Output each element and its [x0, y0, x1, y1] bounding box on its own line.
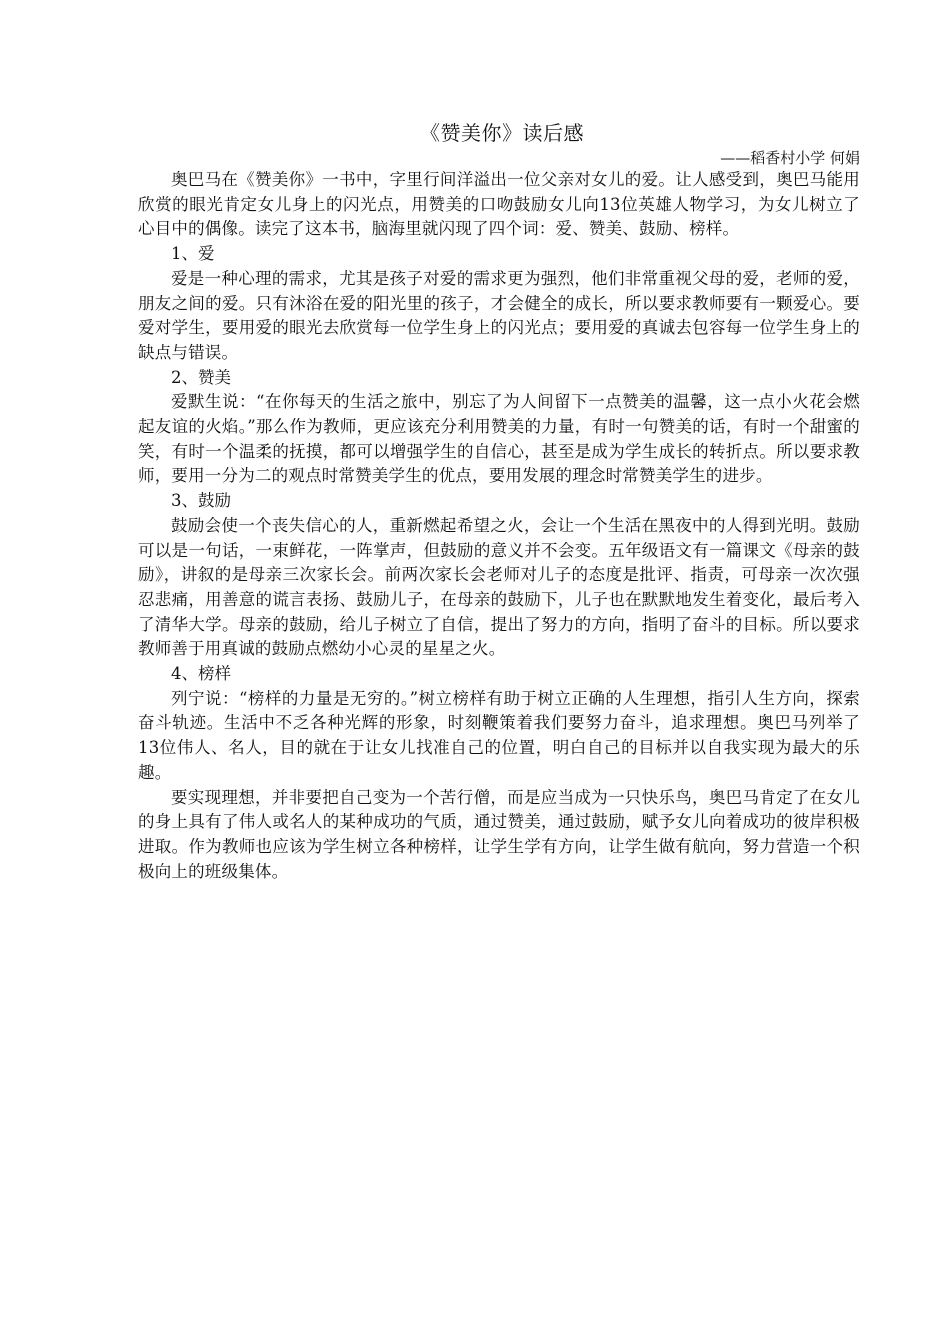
section-heading-praise: 2、赞美: [171, 367, 231, 387]
section-heading-encourage: 3、鼓励: [171, 491, 231, 511]
section-body-love: 爱是一种心理的需求，尤其是孩子对爱的需求更为强烈，他们非常重视父母的爱，老师的爱，朋友之间的爱。只有沐浴在爱的阳光里的孩子，才会健全的成长，所以要求教师要有一颗爱心。要爱对学生，要用爱的眼光去欣赏每一位学生身上的闪光点；要用爱的真诚去包容每一位学生身上的缺点与错误。: [138, 268, 860, 362]
author-line: ——稻香村小学 何娟: [720, 149, 860, 167]
intro-paragraph: 奥巴马在《赞美你》一书中，字里行间洋溢出一位父亲对女儿的爱。让人感受到，奥巴马能用欣赏的眼光肯定女儿身上的闪光点，用赞美的口吻鼓励女儿向13位英雄人物学习，为女儿树立了心目中的偶像。读完了这本书，脑海里就闪现了四个词：爱、赞美、鼓励、榜样。: [138, 170, 860, 239]
document-page: [138, 118, 860, 884]
section-body-role-model: 列宁说：“榜样的力量是无穷的。”树立榜样有助于树立正确的人生理想，指引人生方向，探索奋斗轨迹。生活中不乏各种光辉的形象，时刻鞭策着我们要努力奋斗，追求理想。奥巴马列举了13位伟人、名人，目的就在于让女儿找准自己的位置，明白自己的目标并以自我实现为最大的乐趣。: [138, 688, 860, 782]
document-title: 《赞美你》读后感: [420, 121, 584, 145]
conclusion-paragraph: 要实现理想，并非要把自己变为一个苦行僧，而是应当成为一只快乐鸟，奥巴马肯定了在女儿的身上具有了伟人或名人的某种成功的气质，通过赞美，通过鼓励，赋予女儿向着成功的彼岸积极进取。作为教师也应该为学生树立各种榜样，让学生学有方向，让学生做有航向，努力营造一个积极向上的班级集体。: [138, 787, 860, 881]
section-heading-role-model: 4、榜样: [171, 664, 231, 684]
section-heading-love: 1、爱: [171, 244, 215, 264]
section-body-praise: 爱默生说：“在你每天的生活之旅中，别忘了为人间留下一点赞美的温馨，这一点小火花会燃起友谊的火焰。”那么作为教师，更应该充分利用赞美的力量，有时一句赞美的话，有时一个甜蜜的笑，有时一个温柔的抚摸，都可以增强学生的自信心，甚至是成为学生成长的转折点。所以要求教师，要用一分为二的观点时常赞美学生的优点，要用发展的理念时常赞美学生的进步。: [138, 392, 860, 486]
section-body-encourage: 鼓励会使一个丧失信心的人，重新燃起希望之火，会让一个生活在黑夜中的人得到光明。鼓励可以是一句话，一束鲜花，一阵掌声，但鼓励的意义并不会变。五年级语文有一篇课文《母亲的鼓励》，讲叙的是母亲三次家长会。前两次家长会老师对儿子的态度是批评、指责，可母亲一次次强忍悲痛，用善意的谎言表扬、鼓励儿子，在母亲的鼓励下，儿子也在默默地发生着变化，最后考入了清华大学。母亲的鼓励，给儿子树立了自信，提出了努力的方向，指明了奋斗的目标。所以要求教师善于用真诚的鼓励点燃幼小心灵的星星之火。: [138, 515, 860, 659]
